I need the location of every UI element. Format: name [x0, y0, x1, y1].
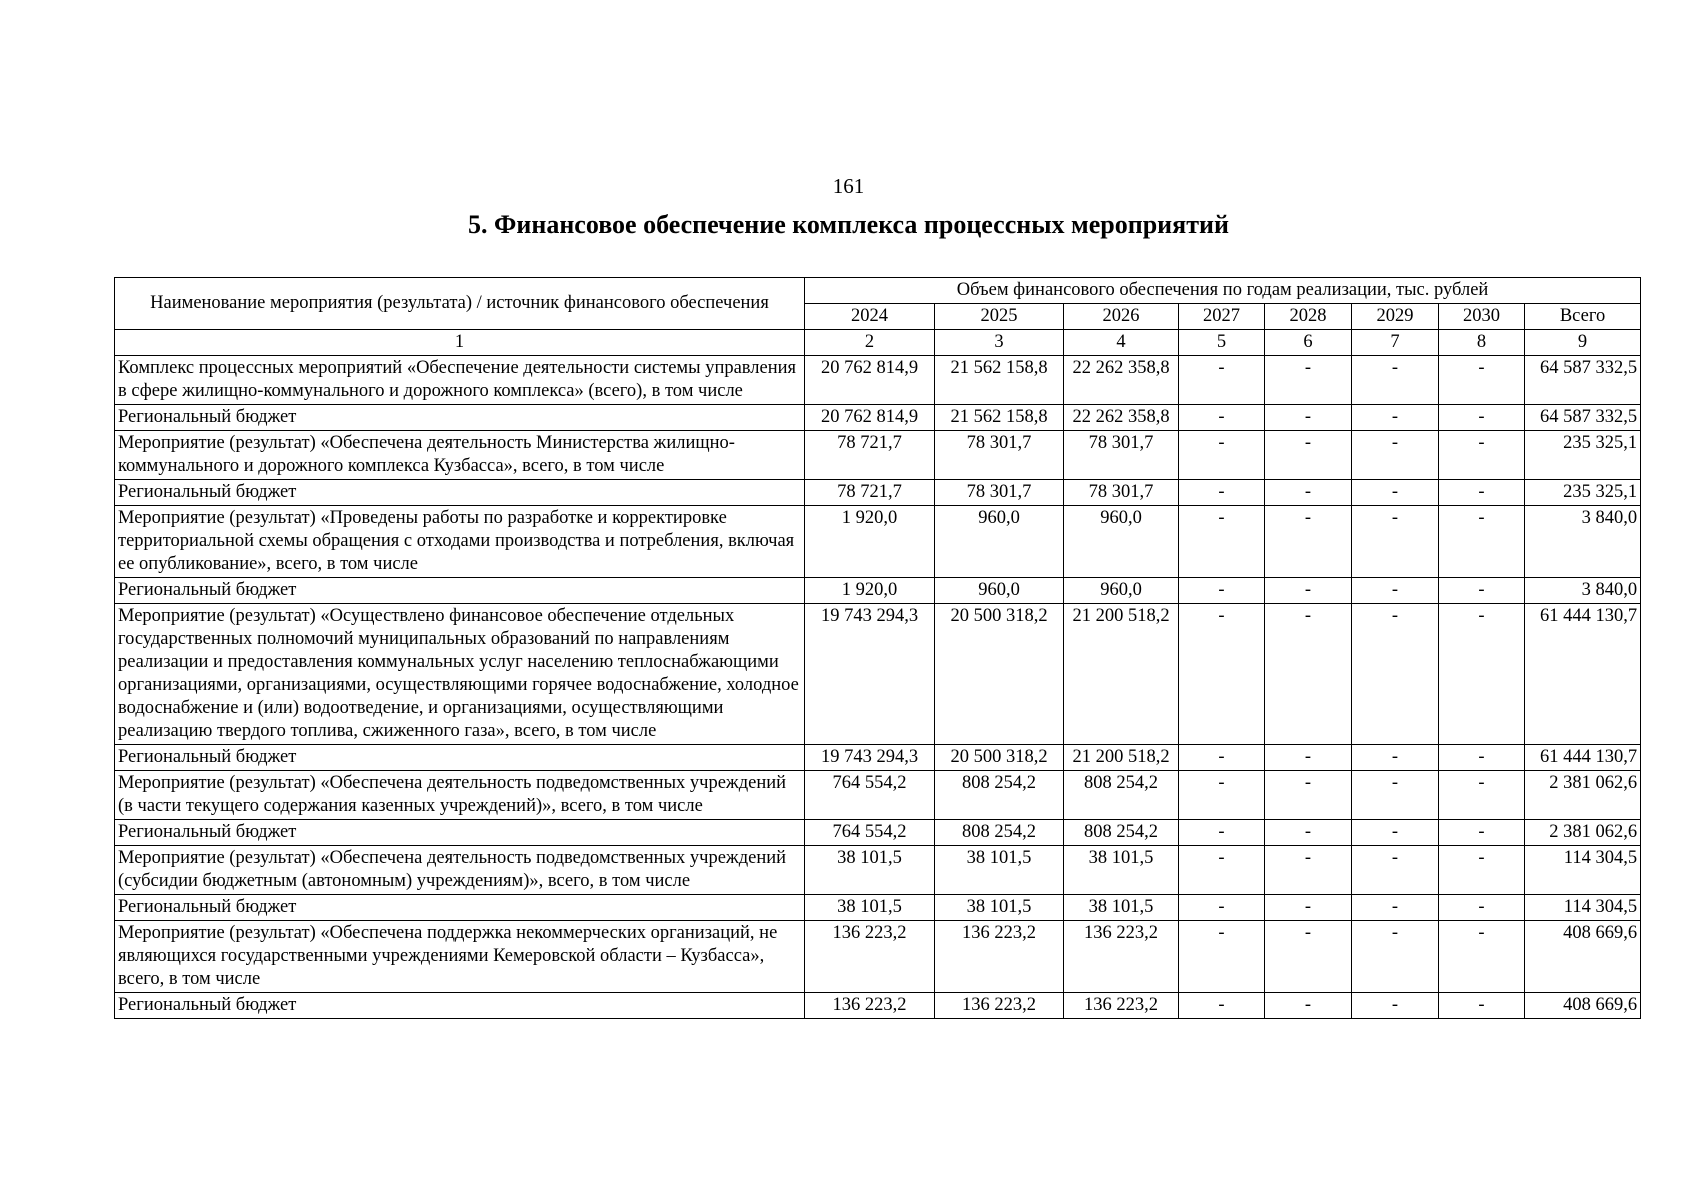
row-name-cell: Мероприятие (результат) «Проведены работы по разработке и корректировке территориальной схемы обращения с отходами производства и потребления, включая ее опубликование», всего, в том числе	[115, 506, 805, 578]
page-number: 161	[832, 174, 865, 198]
value-cell: 20 762 814,9	[805, 405, 935, 431]
value-cell: -	[1265, 846, 1352, 895]
value-cell: -	[1439, 356, 1525, 405]
value-cell: -	[1439, 921, 1525, 993]
total-cell: 61 444 130,7	[1525, 604, 1641, 745]
total-cell: 64 587 332,5	[1525, 405, 1641, 431]
value-cell: -	[1265, 578, 1352, 604]
value-cell: -	[1265, 604, 1352, 745]
column-index-row	[115, 330, 1641, 356]
value-cell: -	[1179, 820, 1265, 846]
value-cell: -	[1352, 820, 1439, 846]
page-title: 5. Финансовое обеспечение комплекса процессных мероприятий	[468, 210, 1229, 239]
value-cell: -	[1179, 356, 1265, 405]
financing-table	[114, 277, 1641, 1019]
value-cell: -	[1179, 405, 1265, 431]
value-cell: 78 721,7	[805, 431, 935, 480]
value-cell: -	[1179, 480, 1265, 506]
table-row	[115, 771, 1641, 820]
value-cell: -	[1265, 993, 1352, 1019]
value-cell: -	[1352, 578, 1439, 604]
value-cell: -	[1439, 745, 1525, 771]
row-name-cell: Региональный бюджет	[115, 405, 805, 431]
value-cell: 21 562 158,8	[935, 356, 1064, 405]
year-header: 2026	[1064, 304, 1179, 330]
value-cell: 136 223,2	[935, 993, 1064, 1019]
value-cell: -	[1352, 480, 1439, 506]
table-row	[115, 745, 1641, 771]
column-index: 2	[805, 330, 935, 356]
row-name-cell: Мероприятие (результат) «Обеспечена поддержка некоммерческих организаций, не являющихся государственными учреждениями Кемеровской области – Кузбасса», всего, в том числе	[115, 921, 805, 993]
row-name-cell: Мероприятие (результат) «Обеспечена деятельность Министерства жилищно-коммунального и дорожного комплекса Кузбасса», всего, в том числе	[115, 431, 805, 480]
value-cell: -	[1265, 356, 1352, 405]
value-cell: -	[1439, 771, 1525, 820]
year-header: 2027	[1179, 304, 1265, 330]
year-header: 2028	[1265, 304, 1352, 330]
table-row	[115, 405, 1641, 431]
value-cell: -	[1439, 604, 1525, 745]
value-cell: -	[1352, 846, 1439, 895]
header-name-cell: Наименование мероприятия (результата) / источник финансового обеспечения	[115, 278, 805, 330]
value-cell: 21 562 158,8	[935, 405, 1064, 431]
value-cell: -	[1265, 431, 1352, 480]
value-cell: -	[1439, 480, 1525, 506]
value-cell: 960,0	[935, 578, 1064, 604]
value-cell: -	[1439, 431, 1525, 480]
value-cell: 136 223,2	[1064, 921, 1179, 993]
value-cell: 1 920,0	[805, 506, 935, 578]
value-cell: -	[1352, 921, 1439, 993]
value-cell: -	[1179, 921, 1265, 993]
value-cell: -	[1439, 820, 1525, 846]
column-index: 4	[1064, 330, 1179, 356]
value-cell: -	[1352, 993, 1439, 1019]
value-cell: 19 743 294,3	[805, 604, 935, 745]
row-name-cell: Региональный бюджет	[115, 820, 805, 846]
table-row	[115, 604, 1641, 745]
row-name-cell: Мероприятие (результат) «Обеспечена деятельность подведомственных учреждений (субсидии бюджетным (автономным) учреждениям)», всего, в том числе	[115, 846, 805, 895]
column-index: 1	[115, 330, 805, 356]
column-index: 6	[1265, 330, 1352, 356]
row-name-cell: Региональный бюджет	[115, 745, 805, 771]
value-cell: -	[1179, 846, 1265, 895]
row-name-cell: Мероприятие (результат) «Осуществлено финансовое обеспечение отдельных государственных полномочий муниципальных образований по направлениям реализации и предоставления коммунальных услуг населению теплоснабжающими организациями, организациями, осуществляющими горячее водоснабжение, холодное водоснабжение и (или) водоотведение, и организациями, осуществляющими реализацию твердого топлива, сжиженного газа», всего, в том числе	[115, 604, 805, 745]
header-row-1	[115, 278, 1641, 304]
total-cell: 408 669,6	[1525, 921, 1641, 993]
table-row	[115, 921, 1641, 993]
value-cell: -	[1352, 405, 1439, 431]
value-cell: -	[1352, 745, 1439, 771]
value-cell: 136 223,2	[935, 921, 1064, 993]
value-cell: -	[1179, 745, 1265, 771]
value-cell: -	[1439, 993, 1525, 1019]
total-cell: 235 325,1	[1525, 431, 1641, 480]
value-cell: -	[1265, 745, 1352, 771]
header-group-cell: Объем финансового обеспечения по годам реализации, тыс. рублей	[805, 278, 1641, 304]
value-cell: -	[1179, 895, 1265, 921]
value-cell: 960,0	[1064, 578, 1179, 604]
column-index: 7	[1352, 330, 1439, 356]
value-cell: 78 301,7	[935, 431, 1064, 480]
value-cell: 960,0	[935, 506, 1064, 578]
table-row	[115, 506, 1641, 578]
year-header: 2030	[1439, 304, 1525, 330]
value-cell: 808 254,2	[935, 771, 1064, 820]
table-row	[115, 356, 1641, 405]
total-cell: 61 444 130,7	[1525, 745, 1641, 771]
year-header: 2029	[1352, 304, 1439, 330]
value-cell: 20 500 318,2	[935, 745, 1064, 771]
year-header: 2025	[935, 304, 1064, 330]
total-header: Всего	[1525, 304, 1641, 330]
value-cell: -	[1179, 771, 1265, 820]
value-cell: 21 200 518,2	[1064, 604, 1179, 745]
table-row	[115, 480, 1641, 506]
value-cell: -	[1265, 820, 1352, 846]
value-cell: -	[1352, 604, 1439, 745]
value-cell: 20 762 814,9	[805, 356, 935, 405]
value-cell: 22 262 358,8	[1064, 405, 1179, 431]
table-row	[115, 993, 1641, 1019]
total-cell: 235 325,1	[1525, 480, 1641, 506]
value-cell: -	[1265, 771, 1352, 820]
column-index: 8	[1439, 330, 1525, 356]
value-cell: 136 223,2	[805, 921, 935, 993]
table-row	[115, 895, 1641, 921]
value-cell: 38 101,5	[805, 895, 935, 921]
table-row	[115, 820, 1641, 846]
table-row	[115, 578, 1641, 604]
table-row	[115, 846, 1641, 895]
value-cell: -	[1265, 506, 1352, 578]
row-name-cell: Региональный бюджет	[115, 578, 805, 604]
value-cell: 20 500 318,2	[935, 604, 1064, 745]
column-index: 5	[1179, 330, 1265, 356]
value-cell: -	[1265, 480, 1352, 506]
value-cell: -	[1352, 771, 1439, 820]
value-cell: -	[1352, 431, 1439, 480]
value-cell: -	[1439, 405, 1525, 431]
value-cell: -	[1352, 356, 1439, 405]
value-cell: -	[1265, 895, 1352, 921]
value-cell: 78 301,7	[1064, 480, 1179, 506]
total-cell: 114 304,5	[1525, 895, 1641, 921]
value-cell: 38 101,5	[805, 846, 935, 895]
value-cell: 21 200 518,2	[1064, 745, 1179, 771]
total-cell: 408 669,6	[1525, 993, 1641, 1019]
value-cell: 808 254,2	[935, 820, 1064, 846]
value-cell: 136 223,2	[1064, 993, 1179, 1019]
value-cell: 1 920,0	[805, 578, 935, 604]
value-cell: -	[1439, 506, 1525, 578]
value-cell: 764 554,2	[805, 820, 935, 846]
value-cell: 19 743 294,3	[805, 745, 935, 771]
value-cell: 78 721,7	[805, 480, 935, 506]
row-name-cell: Мероприятие (результат) «Обеспечена деятельность подведомственных учреждений (в части текущего содержания казенных учреждений)», всего, в том числе	[115, 771, 805, 820]
value-cell: -	[1352, 895, 1439, 921]
value-cell: 764 554,2	[805, 771, 935, 820]
value-cell: -	[1179, 604, 1265, 745]
value-cell: -	[1439, 578, 1525, 604]
total-cell: 64 587 332,5	[1525, 356, 1641, 405]
total-cell: 114 304,5	[1525, 846, 1641, 895]
table-body	[115, 356, 1641, 1019]
total-cell: 2 381 062,6	[1525, 771, 1641, 820]
value-cell: 136 223,2	[805, 993, 935, 1019]
value-cell: -	[1265, 921, 1352, 993]
value-cell: -	[1352, 506, 1439, 578]
value-cell: 22 262 358,8	[1064, 356, 1179, 405]
row-name-cell: Комплекс процессных мероприятий «Обеспечение деятельности системы управления в сфере жилищно-коммунального и дорожного комплекса» (всего), в том числе	[115, 356, 805, 405]
value-cell: -	[1179, 578, 1265, 604]
value-cell: -	[1179, 506, 1265, 578]
row-name-cell: Региональный бюджет	[115, 895, 805, 921]
row-name-cell: Региональный бюджет	[115, 480, 805, 506]
value-cell: 78 301,7	[935, 480, 1064, 506]
value-cell: 78 301,7	[1064, 431, 1179, 480]
total-cell: 2 381 062,6	[1525, 820, 1641, 846]
value-cell: -	[1265, 405, 1352, 431]
value-cell: 38 101,5	[1064, 895, 1179, 921]
value-cell: -	[1439, 895, 1525, 921]
row-name-cell: Региональный бюджет	[115, 993, 805, 1019]
value-cell: 808 254,2	[1064, 820, 1179, 846]
value-cell: 38 101,5	[1064, 846, 1179, 895]
value-cell: 960,0	[1064, 506, 1179, 578]
value-cell: -	[1179, 431, 1265, 480]
total-cell: 3 840,0	[1525, 506, 1641, 578]
year-header: 2024	[805, 304, 935, 330]
value-cell: 38 101,5	[935, 895, 1064, 921]
column-index: 3	[935, 330, 1064, 356]
column-index: 9	[1525, 330, 1641, 356]
value-cell: 38 101,5	[935, 846, 1064, 895]
table-row	[115, 431, 1641, 480]
total-cell: 3 840,0	[1525, 578, 1641, 604]
value-cell: -	[1179, 993, 1265, 1019]
value-cell: -	[1439, 846, 1525, 895]
value-cell: 808 254,2	[1064, 771, 1179, 820]
